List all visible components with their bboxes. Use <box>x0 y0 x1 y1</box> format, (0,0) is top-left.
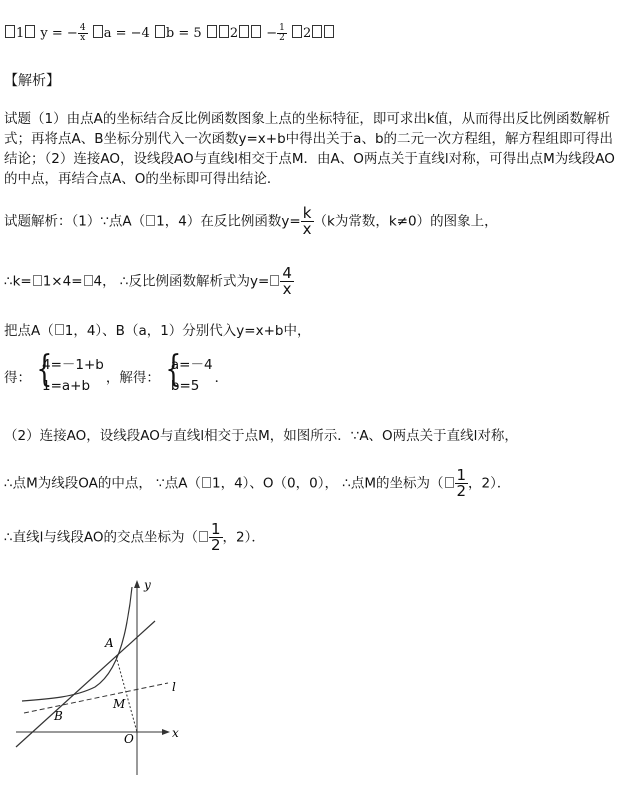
text: 1×4= <box>42 273 83 290</box>
header-y-equation: y = − <box>40 26 78 41</box>
label-y: y <box>144 578 151 592</box>
header-text: 2 <box>229 26 239 41</box>
question-header: 1 y = − $\frac{4}{x}$ a = −4 b = 5 2 − $\frac{1}{2}$ 2 <box>4 24 624 43</box>
fraction-numerator: 1 <box>456 466 467 484</box>
missing-glyph-icon <box>155 25 165 38</box>
text: ∴点M为线段OA的中点， ∵点A（ <box>4 475 201 492</box>
missing-glyph-icon <box>84 275 93 286</box>
header-half-fraction <box>277 24 287 43</box>
half-fraction <box>209 522 223 553</box>
fraction-numerator: k <box>301 206 314 222</box>
text: 试题解析：（1）∵点A（ <box>4 213 146 230</box>
missing-glyph-icon <box>239 25 249 38</box>
equation-system: { 4=－1+b 1=a+b <box>33 355 104 397</box>
label-o: O <box>124 732 134 746</box>
text: ，2）． <box>468 475 511 492</box>
missing-glyph-icon <box>93 25 103 38</box>
missing-glyph-icon <box>207 25 217 38</box>
y-axis-arrow-icon <box>134 580 140 588</box>
fraction-numerator: 4 <box>79 23 86 33</box>
missing-glyph-icon <box>292 25 302 38</box>
text: ，解得： <box>105 370 160 386</box>
section-title: 【解析】 <box>4 73 60 89</box>
equation: b=5 <box>170 378 200 394</box>
solution-line-4 <box>4 349 624 397</box>
half-fraction <box>455 468 469 499</box>
missing-glyph-icon <box>251 25 261 38</box>
fraction-denominator: 2 <box>279 33 285 43</box>
solution-line-2 <box>4 266 624 297</box>
question-number: 1 <box>16 26 25 41</box>
header-text: 2 <box>303 26 312 41</box>
text: 得： <box>4 370 31 386</box>
fraction-denominator: 2 <box>456 482 467 500</box>
text: 1，4）、B（a，1）分别代入y=x+b中， <box>64 323 311 339</box>
fraction-denominator: x <box>282 280 292 298</box>
k-over-x-fraction <box>301 206 314 237</box>
solution-system: { a=－4 b=5 <box>162 355 213 397</box>
fraction-denominator: x <box>80 33 86 43</box>
text: （k为常数，k≠0）的图象上， <box>313 213 498 230</box>
missing-glyph-icon <box>202 477 211 488</box>
text: ∴k= <box>4 273 32 290</box>
label-l: l <box>172 680 176 694</box>
text: 4， ∴反比例函数解析式为y= <box>93 273 270 290</box>
four-over-x-fraction <box>280 266 294 297</box>
analysis-paragraph: 试题（1）由点A的坐标结合反比例函数图象上点的坐标特征，即可求出k值，从而得出反比例函数解析式；再将点A、B坐标分别代入一次函数y=x+b中得出关于a、b的二元一次方程组，解方程组即可得出结论；（2）连接AO，设线段AO与直线l相交于点M．由A、O两点关于直线l对称，可得出点M为线段AO的中点，再结合点A、O的坐标即可得出结论． <box>4 111 615 187</box>
x-axis-arrow-icon <box>162 729 170 735</box>
hyperbola-curve <box>22 587 132 701</box>
solution-line-7 <box>4 522 624 553</box>
missing-glyph-icon <box>324 25 334 38</box>
solution-line-6 <box>4 468 624 499</box>
equation: 1=a+b <box>42 378 91 394</box>
equation: 4=－1+b <box>42 357 104 373</box>
label-a: A <box>105 636 114 650</box>
label-b: B <box>54 709 63 723</box>
text: ，2）． <box>222 529 265 546</box>
missing-glyph-icon <box>445 477 454 488</box>
solution-line-3 <box>4 319 624 339</box>
text: 把点A（ <box>4 323 54 339</box>
missing-glyph-icon <box>219 25 229 38</box>
line-ab <box>16 621 155 747</box>
missing-glyph-icon <box>5 25 15 38</box>
fraction-numerator: 1 <box>210 520 221 538</box>
fraction-numerator: 1 <box>279 23 285 33</box>
missing-glyph-icon <box>55 324 64 335</box>
solution-line-5: （2）连接AO，设线段AO与直线l相交于点M，如图所示．∵A、O两点关于直线l对称， <box>4 428 518 444</box>
text: 1，4）、O（0，0）， ∴点M的坐标为（ <box>211 475 444 492</box>
header-b-value: b = 5 <box>165 26 202 41</box>
missing-glyph-icon <box>33 275 42 286</box>
header-fraction <box>78 24 88 43</box>
label-m: M <box>113 697 126 711</box>
missing-glyph-icon <box>199 531 208 542</box>
text: ∴直线l与线段AO的交点坐标为（ <box>4 529 198 546</box>
missing-glyph-icon <box>146 215 155 226</box>
missing-glyph-icon <box>270 275 279 286</box>
fraction-denominator: 2 <box>210 536 221 554</box>
geometry-figure <box>10 577 200 777</box>
missing-glyph-icon <box>312 25 322 38</box>
fraction-numerator: 4 <box>282 264 292 282</box>
text: 1，4）在反比例函数y= <box>156 213 301 230</box>
solution-line-1 <box>4 206 624 237</box>
segment-ao <box>116 656 137 732</box>
line-l <box>24 683 168 713</box>
missing-glyph-icon <box>25 25 35 38</box>
header-a-value: a = −4 <box>103 26 150 41</box>
text: ． <box>214 370 229 386</box>
equation: a=－4 <box>170 357 213 373</box>
fraction-denominator: x <box>302 220 312 238</box>
label-x: x <box>172 726 179 740</box>
